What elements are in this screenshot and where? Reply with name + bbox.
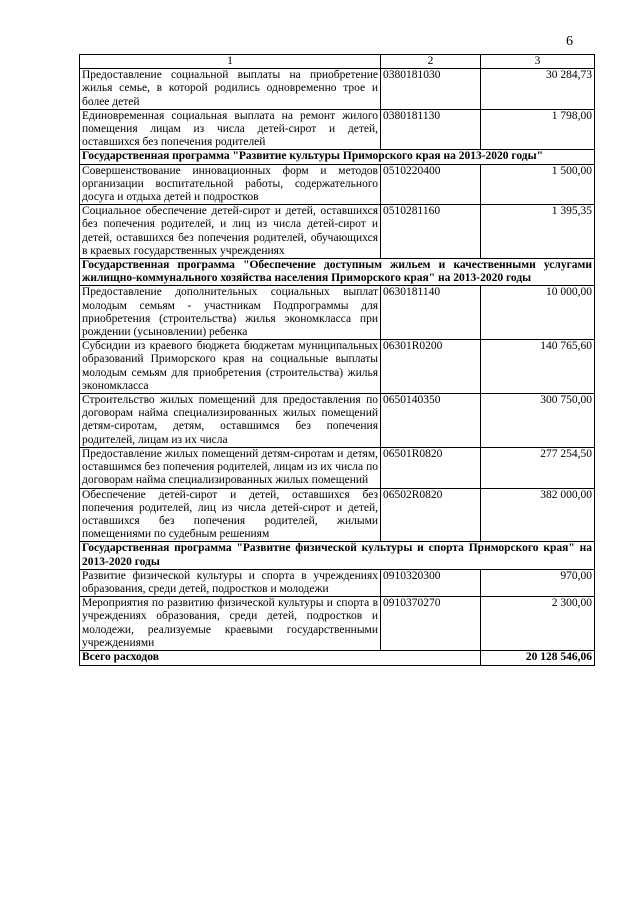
item-description: Субсидии из краевого бюджета бюджетам муниципальных образований Приморского края на социальные выплаты молодым семьям для приобретения (строительства) жилья экономкласса bbox=[80, 340, 381, 394]
item-code: 06501R0820 bbox=[381, 447, 481, 488]
table-row bbox=[80, 394, 595, 448]
item-description: Совершенствование инновационных форм и методов организации воспитательной работы, содержательного досуга и отдыха детей и подростков bbox=[80, 164, 381, 205]
item-amount: 140 765,60 bbox=[481, 340, 595, 394]
table-row bbox=[80, 205, 595, 259]
table-row bbox=[80, 286, 595, 340]
table-row bbox=[80, 69, 595, 110]
item-description: Предоставление жилых помещений детям-сиротам и детям, оставшимся без попечения родителей, лицам из их числа по договорам найма специализированных жилых помещений bbox=[80, 447, 381, 488]
item-code: 0650140350 bbox=[381, 394, 481, 448]
program-title: Государственная программа "Развитие физической культуры и спорта Приморского края" на 2013-2020 годы bbox=[80, 542, 595, 569]
item-description: Развитие физической культуры и спорта в учреждениях образования, среди детей, подростков и молодежи bbox=[80, 569, 381, 596]
item-description: Обеспечение детей-сирот и детей, оставшихся без попечения родителей, лиц из числа детей-сирот и детей, оставшихся без попечения родителей, жилыми помещениями по судебным решениям bbox=[80, 488, 381, 542]
header-row bbox=[80, 55, 595, 69]
total-label: Всего расходов bbox=[80, 650, 481, 665]
item-code: 0510281160 bbox=[381, 205, 481, 259]
table-row bbox=[80, 488, 595, 542]
table-row bbox=[80, 164, 595, 205]
item-amount: 1 798,00 bbox=[481, 109, 595, 150]
item-description: Мероприятия по развитию физической культуры и спорта в учреждениях образования, среди детей, подростков и молодежи, реализуемые краевыми государственными учреждениями bbox=[80, 597, 381, 651]
program-row bbox=[80, 259, 595, 286]
item-code: 0510220400 bbox=[381, 164, 481, 205]
item-description: Единовременная социальная выплата на ремонт жилого помещения лицам из числа детей-сирот и детей, оставшихся без попечения родителей bbox=[80, 109, 381, 150]
item-amount: 277 254,50 bbox=[481, 447, 595, 488]
table-row bbox=[80, 109, 595, 150]
header-col-1: 1 bbox=[80, 55, 381, 69]
item-code: 0380181130 bbox=[381, 109, 481, 150]
program-title: Государственная программа "Развитие культуры Приморского края на 2013-2020 годы" bbox=[80, 150, 595, 164]
program-row bbox=[80, 542, 595, 569]
page-number: 6 bbox=[566, 34, 573, 49]
total-amount: 20 128 546,06 bbox=[481, 650, 595, 665]
header-col-3: 3 bbox=[481, 55, 595, 69]
expenditure-table bbox=[79, 54, 595, 666]
item-code: 0630181140 bbox=[381, 286, 481, 340]
program-title: Государственная программа "Обеспечение доступным жильем и качественными услугами жилищно-коммунального хозяйства населения Приморского края" на 2013-2020 годы bbox=[80, 259, 595, 286]
item-amount: 300 750,00 bbox=[481, 394, 595, 448]
table-row bbox=[80, 597, 595, 651]
table-row bbox=[80, 340, 595, 394]
item-amount: 382 000,00 bbox=[481, 488, 595, 542]
item-amount: 1 395,35 bbox=[481, 205, 595, 259]
item-code: 06301R0200 bbox=[381, 340, 481, 394]
item-code: 06502R0820 bbox=[381, 488, 481, 542]
item-description: Социальное обеспечение детей-сирот и детей, оставшихся без попечения родителей, и лиц из числа детей-сирот и детей, оставшихся без попечения родителей, обучающихся в краевых государственных учреждениях bbox=[80, 205, 381, 259]
item-amount: 30 284,73 bbox=[481, 69, 595, 110]
item-amount: 970,00 bbox=[481, 569, 595, 596]
header-col-2: 2 bbox=[381, 55, 481, 69]
item-code: 0910320300 bbox=[381, 569, 481, 596]
total-row bbox=[80, 650, 595, 665]
program-row bbox=[80, 150, 595, 164]
table-row bbox=[80, 447, 595, 488]
item-amount: 2 300,00 bbox=[481, 597, 595, 651]
item-amount: 1 500,00 bbox=[481, 164, 595, 205]
table-row bbox=[80, 569, 595, 596]
item-code: 0910370270 bbox=[381, 597, 481, 651]
item-description: Предоставление дополнительных социальных выплат молодым семьям - участникам Подпрограммы для приобретения (строительства) жилья экономкласса при рождении (усыновлении) ребенка bbox=[80, 286, 381, 340]
item-description: Предоставление социальной выплаты на приобретение жилья семье, в которой родились одновременно трое и более детей bbox=[80, 69, 381, 110]
item-amount: 10 000,00 bbox=[481, 286, 595, 340]
item-description: Строительство жилых помещений для предоставления по договорам найма специализированных жилых помещений детям-сиротам, детям, оставшимся без попечения родителей, лицам из их числа bbox=[80, 394, 381, 448]
item-code: 0380181030 bbox=[381, 69, 481, 110]
